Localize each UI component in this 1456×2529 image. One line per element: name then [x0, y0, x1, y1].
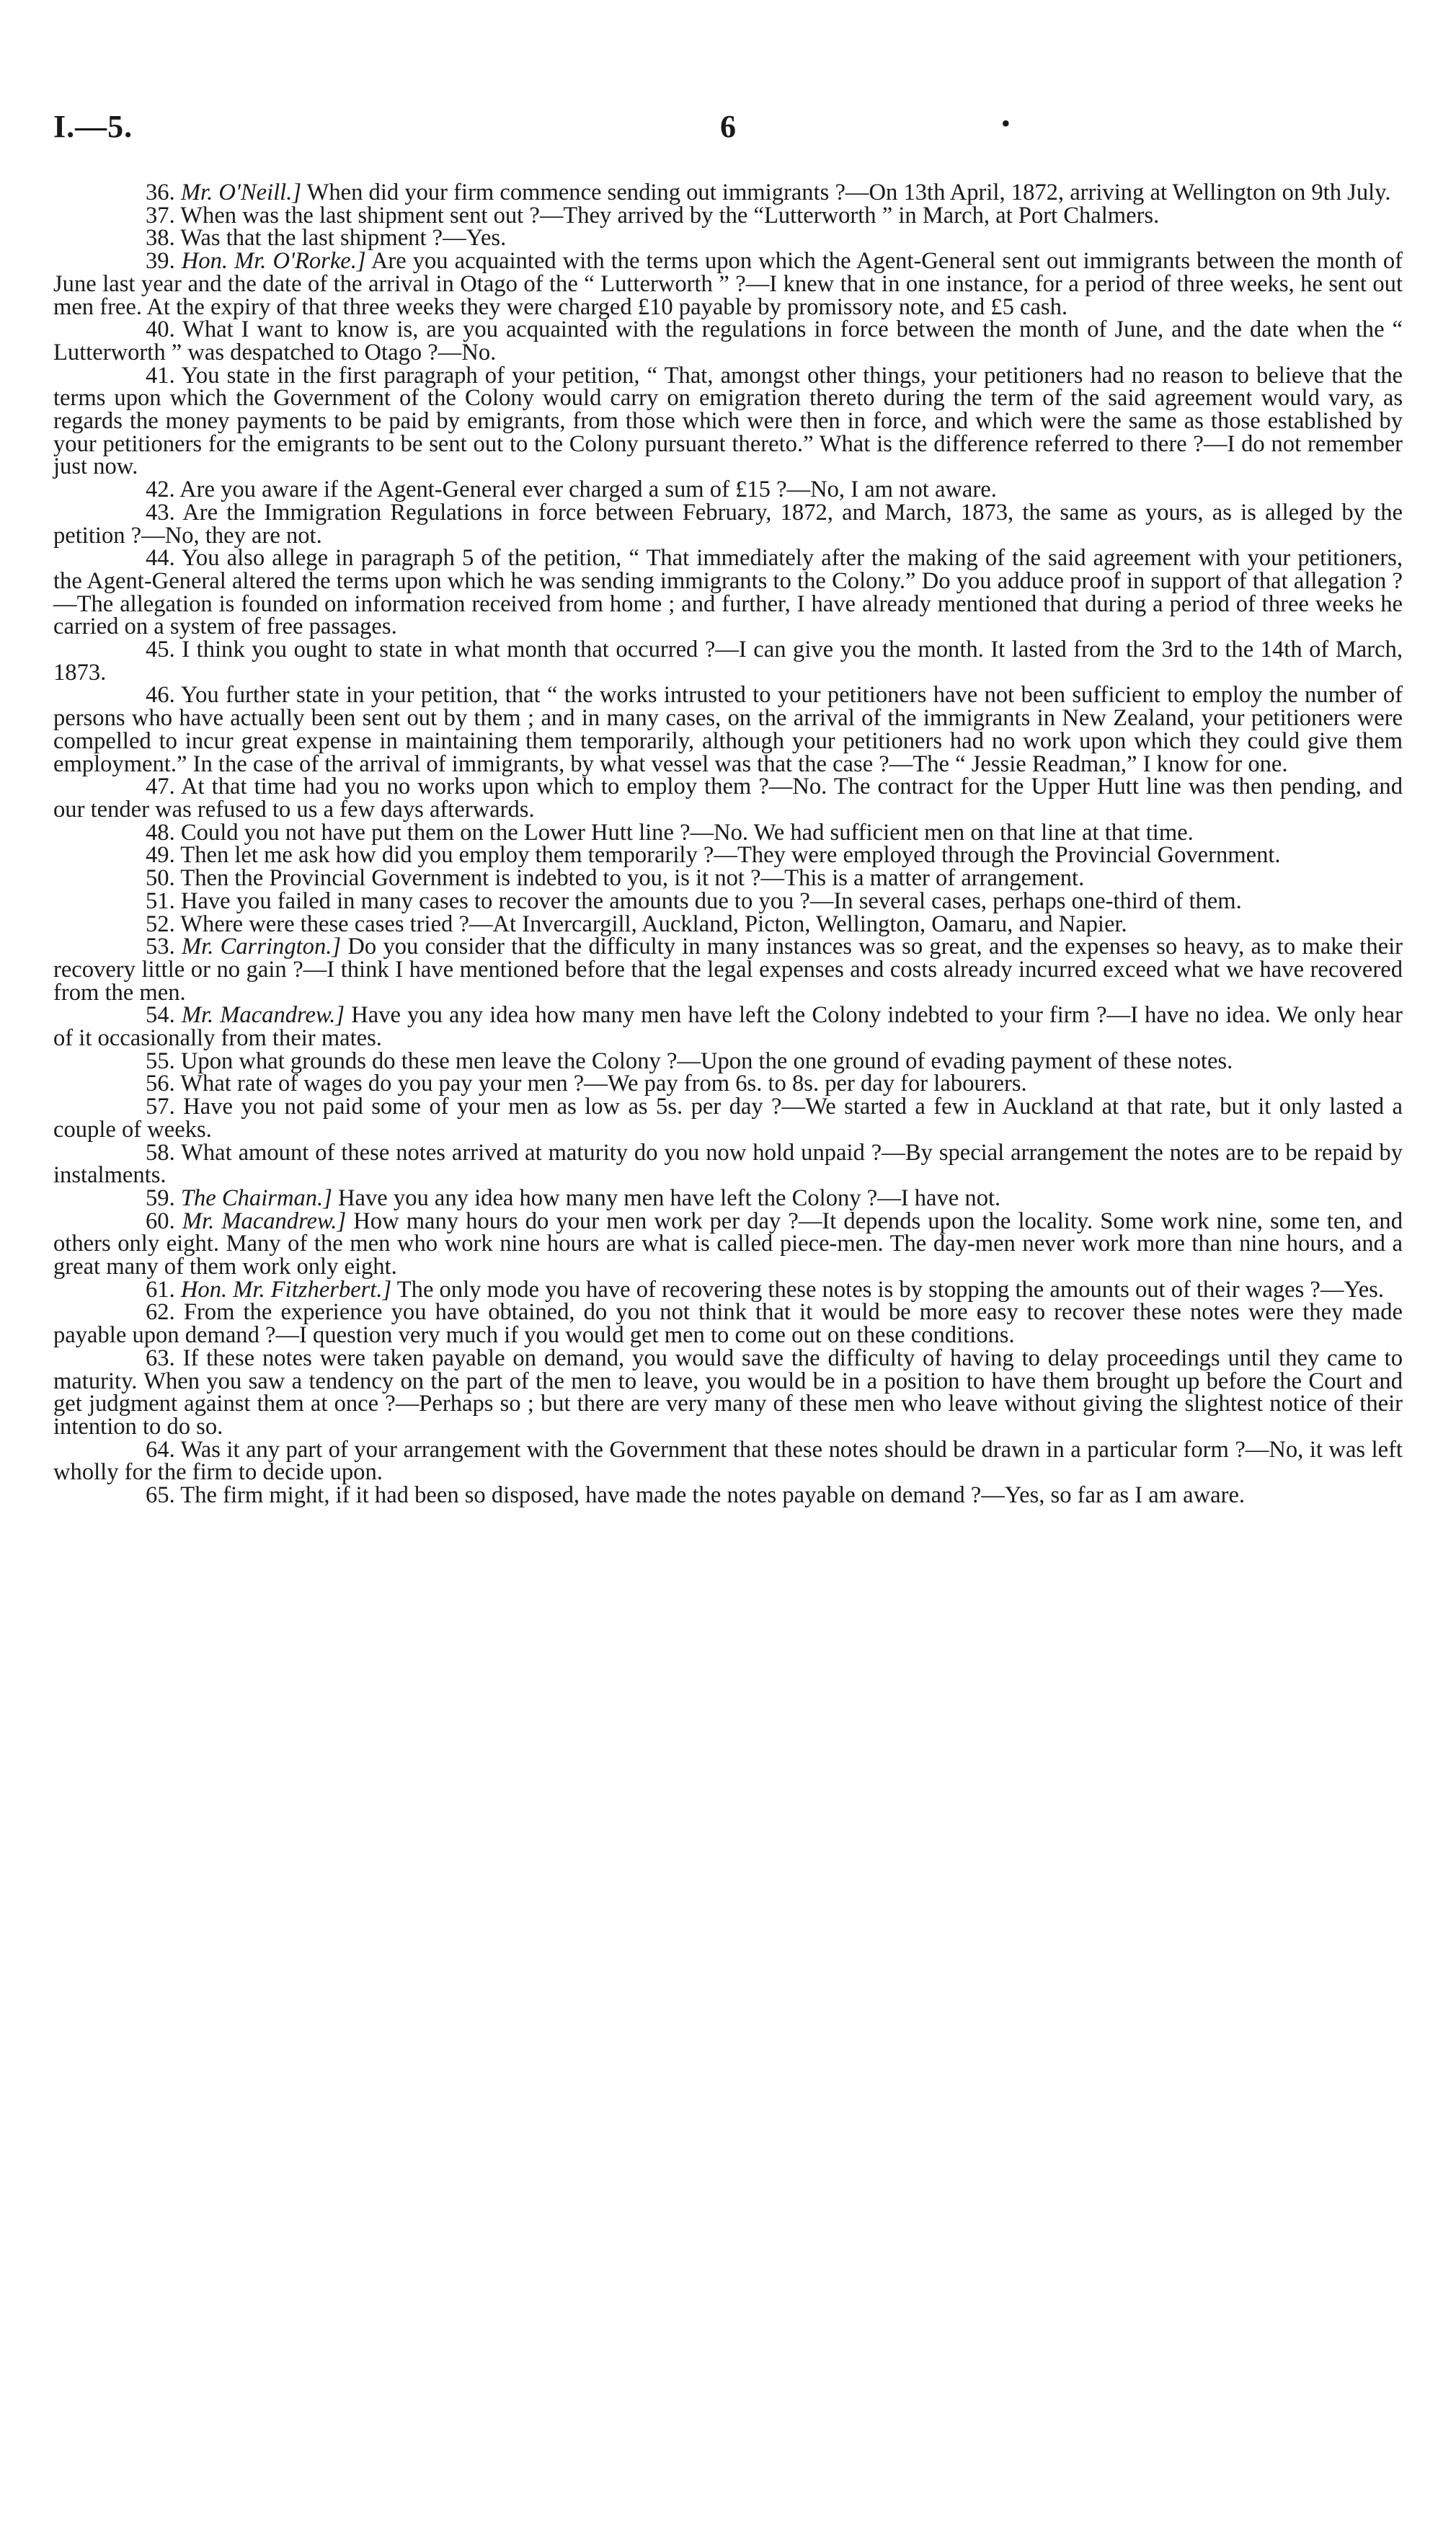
- question-number: 63.: [146, 1345, 175, 1371]
- question-paragraph: [53, 316, 1403, 366]
- page-number: 6: [720, 109, 736, 144]
- question-number: 60.: [146, 1208, 175, 1234]
- question-paragraph: [53, 362, 1403, 480]
- question-paragraph: [53, 499, 1403, 549]
- question-paragraph: [53, 547, 1403, 639]
- question-text: When did your firm commence sending out immigrants ?—On 13th April, 1872, arriving at Wellington on 9th July.: [306, 180, 1391, 205]
- question-number: 54.: [146, 1002, 175, 1029]
- question-number: 40.: [146, 316, 175, 343]
- question-paragraph: [53, 1096, 1403, 1141]
- page-header: [53, 108, 1403, 151]
- question-number: 42.: [146, 477, 175, 503]
- question-text: Then let me ask how did you employ them temporarily ?—They were employed through the Provincial Government.: [180, 842, 1281, 869]
- question-paragraph: [53, 844, 1403, 867]
- question-paragraph: [53, 1276, 1403, 1303]
- question-number: 57.: [146, 1094, 175, 1120]
- question-number: 59.: [146, 1184, 175, 1211]
- question-text: Was that the last shipment ?—Yes.: [180, 225, 507, 252]
- question-text: Have you failed in many cases to recover the amounts due to you ?—In several cases, perhaps one-third of them.: [180, 887, 1242, 914]
- question-paragraph: [53, 250, 1403, 319]
- question-number: 65.: [146, 1482, 175, 1509]
- question-number: 53.: [146, 934, 175, 960]
- question-text: What amount of these notes arrived at maturity do you now hold unpaid ?—By special arrangement the notes are to be repaid by instalments.: [53, 1139, 1403, 1189]
- question-paragraph: [53, 479, 1403, 502]
- question-text: How many hours do your men work per day ?—It depends upon the locality. Some work nine, some ten, and others only eight. Many of the men who work nine hours are what is called piece-men. The day-men never work more than nine hours, and a great many of them work only eight.: [53, 1208, 1403, 1280]
- question-text: Are the Immigration Regulations in force between February, 1872, and March, 1873, the same as yours, as is alleged by the petition ?—No, they are not.: [53, 499, 1403, 549]
- question-paragraph: [53, 913, 1403, 936]
- question-paragraph: [53, 1073, 1403, 1096]
- question-number: 61.: [146, 1276, 175, 1303]
- question-number: 45.: [146, 637, 175, 663]
- question-paragraph: [53, 684, 1403, 776]
- question-text: Are you aware if the Agent-General ever charged a sum of £15 ?—No, I am not aware.: [179, 477, 997, 503]
- question-paragraph: [53, 1347, 1403, 1439]
- question-text: Then the Provincial Government is indebted to you, is it not ?—This is a matter of arrangement.: [180, 865, 1085, 892]
- speaker-name: Mr. Macandrew.]: [181, 1002, 345, 1029]
- question-number: 48.: [146, 819, 175, 846]
- question-text: Could you not have put them on the Lower Hutt line ?—No. We had sufficient men on that line at that time.: [180, 819, 1194, 846]
- question-text: You state in the first paragraph of your petition, “ That, amongst other things, your petitioners had no reason to believe that the terms upon which the Government of the Colony would carry on emigration thereto during the term of the said agreement would vary, as regards the money payments to be paid by emigrants, from those which were then in force, and which were the same as those established by your petitioners for the emigrants to be sent out to the Colony pursuant thereto.” What is the difference referred to there ?—I do not remember just now.: [53, 362, 1403, 480]
- question-number: 50.: [146, 865, 175, 892]
- question-text: You further state in your petition, that “ the works intrusted to your petitioners have not been sufficient to employ the number of persons who have actually been sent out by them ; and in many cases, on the arrival of the immigrants in New Zealand, your petitioners were compelled to incur great expense in maintaining them temporarily, although your petitioners had no work upon which they could give them employment.” In the case of the arrival of immigrants, by what vessel was that the case ?—The “ Jessie Readman,” I know for one.: [53, 682, 1403, 777]
- question-paragraph: [53, 1184, 1403, 1211]
- question-paragraph: [53, 1050, 1403, 1073]
- question-number: 47.: [146, 774, 175, 800]
- question-paragraph: [53, 1210, 1403, 1279]
- question-number: 41.: [146, 362, 175, 389]
- question-paragraph: [53, 1436, 1403, 1486]
- question-text: From the experience you have obtained, do you not think that it would be more easy to recover these notes were they made payable upon demand ?—I question very much if you would get men to come out on these conditions.: [53, 1299, 1403, 1349]
- question-paragraph: [53, 227, 1403, 250]
- question-paragraph: [53, 867, 1403, 890]
- question-paragraph: [53, 639, 1403, 684]
- question-text: The firm might, if it had been so disposed, have made the notes payable on demand ?—Yes, so far as I am aware.: [180, 1482, 1246, 1509]
- question-number: 52.: [146, 911, 175, 937]
- question-text: Have you any idea how many men have left the Colony ?—I have not.: [338, 1184, 1001, 1211]
- question-paragraph: [53, 1301, 1403, 1347]
- question-paragraph: [53, 182, 1403, 205]
- question-text: Upon what grounds do these men leave the Colony ?—Upon the one ground of evading payment of these notes.: [180, 1048, 1233, 1074]
- question-number: 46.: [146, 682, 175, 709]
- question-number: 36.: [146, 180, 175, 205]
- question-text: Have you not paid some of your men as low as 5s. per day ?—We started a few in Auckland at that rate, but it only lasted a couple of weeks.: [53, 1094, 1403, 1143]
- question-text: You also allege in paragraph 5 of the petition, “ That immediately after the making of the said agreement with your petitioners, the Agent-General altered the terms upon which he was sending immigrants to the Colony.” Do you adduce proof in support of that allegation ?—The allegation is founded on information received from home ; and further, I have already mentioned that during a period of three weeks he carried on a system of free passages.: [53, 545, 1403, 640]
- question-paragraph: [53, 819, 1403, 846]
- question-text: What I want to know is, are you acquainted with the regulations in force between the month of June, and the date when the “ Lutterworth ” was despatched to Otago ?—No.: [53, 316, 1403, 366]
- question-paragraph: [53, 776, 1403, 821]
- speaker-name: Mr. Carrington.]: [182, 934, 342, 960]
- question-text: Where were these cases tried ?—At Invercargill, Auckland, Picton, Wellington, Oamaru, and Napier.: [180, 911, 1127, 937]
- question-paragraph: [53, 202, 1403, 229]
- question-number: 55.: [146, 1048, 175, 1074]
- question-paragraph: [53, 936, 1403, 1004]
- question-paragraph: [53, 1139, 1403, 1189]
- question-number: 43.: [146, 499, 175, 526]
- question-text: Was it any part of your arrangement with the Government that these notes should be drawn in a particular form ?—No, it was left wholly for the firm to decide upon.: [53, 1436, 1403, 1486]
- question-text: Do you consider that the difficulty in many instances was so great, and the expenses so heavy, as to make their recovery little or no gain ?—I think I have mentioned before that the legal expenses and costs already incurred exceed what we have recovered from the men.: [53, 934, 1403, 1006]
- question-paragraph: [53, 1484, 1403, 1507]
- question-text: When was the last shipment sent out ?—They arrived by the “Lutterworth ” in March, at Port Chalmers.: [180, 202, 1160, 229]
- question-text: At that time had you no works upon which to employ them ?—No. The contract for the Upper Hutt line was then pending, and our tender was refused to us a few days afterwards.: [53, 774, 1403, 823]
- question-text: Are you acquainted with the terms upon which the Agent-General sent out immigrants between the month of June last year and the date of the arrival in Otago of the “ Lutterworth ” ?—I knew that in one instance, for a period of three weeks, he sent out men free. At the expiry of that three weeks they were charged £10 payable by promissory note, and £5 cash.: [53, 248, 1403, 320]
- question-text: I think you ought to state in what month that occurred ?—I can give you the month. It lasted from the 3rd to the 14th of March, 1873.: [53, 637, 1403, 686]
- speaker-name: The Chairman.]: [180, 1184, 332, 1211]
- question-number: 56.: [146, 1071, 175, 1097]
- question-text: The only mode you have of recovering these notes is by stopping the amounts out of their wages ?—Yes.: [396, 1276, 1384, 1303]
- question-number: 49.: [146, 842, 175, 869]
- paper-reference: I.—5.: [53, 109, 133, 144]
- question-number: 39.: [146, 248, 175, 275]
- speaker-name: Hon. Mr. O'Rorke.]: [181, 248, 366, 275]
- question-number: 51.: [146, 887, 175, 914]
- question-paragraph: [53, 887, 1403, 914]
- question-number: 64.: [146, 1436, 175, 1463]
- question-number: 44.: [146, 545, 175, 572]
- question-text: What rate of wages do you pay your men ?—We pay from 6s. to 8s. per day for labourers.: [180, 1071, 1027, 1097]
- speaker-name: Hon. Mr. Fitzherbert.]: [180, 1276, 392, 1303]
- question-paragraph: [53, 1004, 1403, 1050]
- question-text: Have you any idea how many men have left the Colony indebted to your firm ?—I have no idea. We only hear of it occasionally from their mates.: [53, 1002, 1403, 1052]
- evidence-text: [53, 182, 1403, 1507]
- question-number: 62.: [146, 1299, 175, 1326]
- speaker-name: Mr. O'Neill.]: [180, 180, 302, 205]
- question-number: 58.: [146, 1139, 175, 1166]
- page-mark: •: [1001, 109, 1011, 138]
- speaker-name: Mr. Macandrew.]: [182, 1208, 347, 1234]
- question-number: 37.: [146, 202, 175, 229]
- question-text: If these notes were taken payable on demand, you would save the difficulty of having to delay proceedings until they came to maturity. When you saw a tendency on the part of the men to leave, you would be in a position to have them brought up before the Court and get judgment against them at once ?—Perhaps so ; but there are very many of these men who leave without giving the slightest notice of their intention to do so.: [53, 1345, 1403, 1440]
- question-number: 38.: [146, 225, 175, 252]
